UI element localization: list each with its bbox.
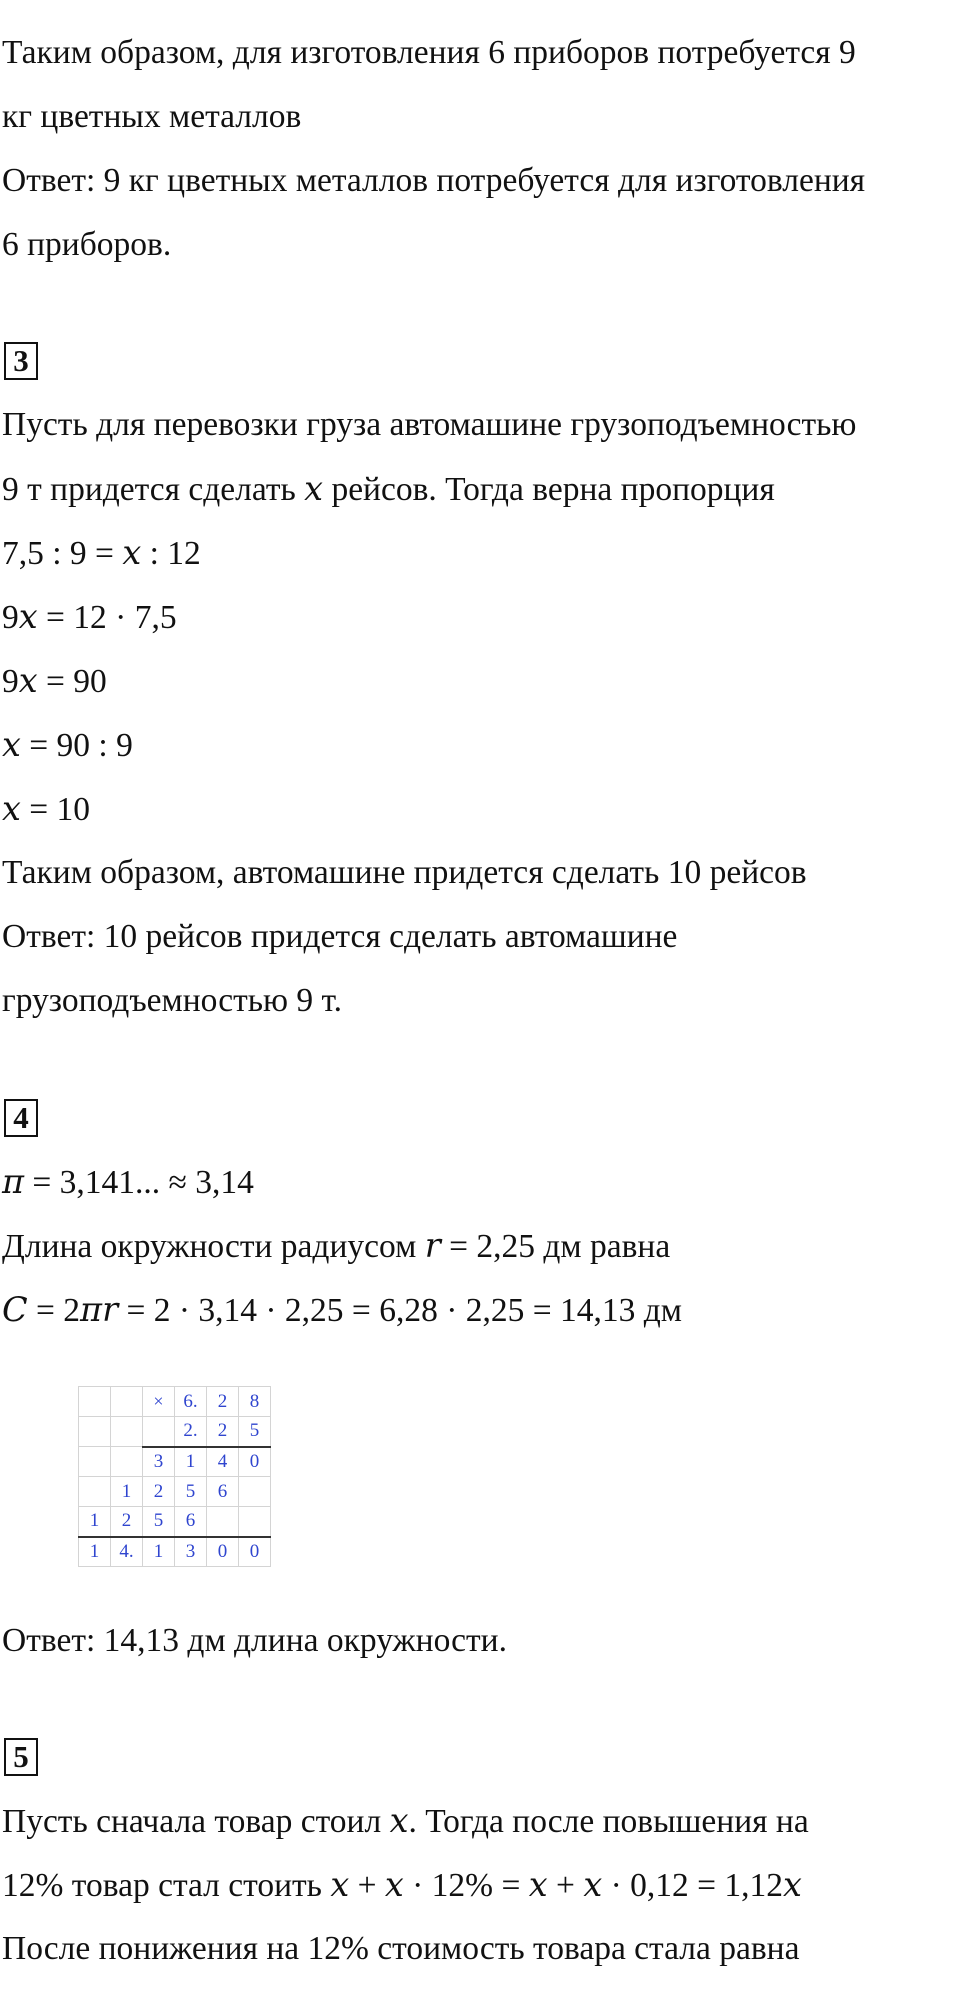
calc-cell: 5 (175, 1477, 207, 1507)
calc-cell: 1 (111, 1477, 143, 1507)
calc-cell: 3 (143, 1447, 175, 1477)
problem-number-4: 4 (4, 1099, 38, 1137)
text-span: = 2 (27, 1292, 81, 1329)
problem-number-3: 3 (4, 342, 38, 380)
text-span: + (547, 1867, 584, 1904)
variable-x: 𝑥 (384, 1865, 404, 1904)
text-line: грузоподъемностью 9 т. (2, 982, 343, 1019)
calc-cell: 2 (143, 1477, 175, 1507)
text-line: Пусть для перевозки груза автомашине грузоподъемностью (2, 406, 857, 443)
text-line: кг цветных металлов (2, 98, 302, 135)
variable-r: 𝑟 (102, 1290, 119, 1329)
calc-cell (239, 1477, 271, 1507)
text-span: рейсов. Тогда верна пропорция (323, 471, 775, 508)
calc-cell: 0 (239, 1537, 271, 1567)
text-span: : 12 (141, 535, 201, 572)
text-span: · 0,12 = 1,12 (602, 1867, 784, 1904)
variable-x: 𝑥 (122, 533, 142, 572)
calc-cell: 1 (143, 1537, 175, 1567)
variable-x: 𝑥 (330, 1865, 350, 1904)
text-span: . Тогда после повышения на (408, 1803, 809, 1840)
text-span: 9 (2, 663, 19, 700)
text-span: 9 т придется сделать (2, 471, 305, 508)
text-span: 9 (2, 599, 19, 636)
calc-cell: 2 (207, 1387, 239, 1417)
pi-symbol: 𝜋 (2, 1162, 25, 1201)
calc-cell: 6. (175, 1387, 207, 1417)
text-span: = 3,141... ≈ 3,14 (24, 1164, 254, 1201)
text-line: Ответ: 10 рейсов придется сделать автомашине (2, 918, 678, 955)
calc-cell: 1 (79, 1537, 111, 1567)
text-line: Ответ: 9 кг цветных металлов потребуется для изготовления (2, 162, 866, 199)
calc-cell: 5 (143, 1507, 175, 1537)
equation-line (2, 1865, 802, 1906)
text-span: = 12 · 7,5 (37, 599, 177, 636)
equation-line (2, 789, 90, 830)
variable-x: 𝑥 (304, 469, 324, 508)
variable-r: 𝑟 (424, 1226, 441, 1265)
calc-cell: 6 (175, 1507, 207, 1537)
equation-line (2, 725, 133, 766)
variable-x: 𝑥 (2, 789, 21, 828)
calc-cell: 2. (175, 1417, 207, 1447)
calc-cell (79, 1417, 111, 1447)
variable-x: 𝑥 (389, 1801, 409, 1840)
calc-cell: 2 (207, 1417, 239, 1447)
calc-cell (207, 1507, 239, 1537)
text-span: = 90 : 9 (20, 727, 133, 764)
text-span: Длина окружности радиусом (2, 1228, 425, 1265)
equation-line (2, 533, 201, 574)
calc-cell (239, 1507, 271, 1537)
variable-x: 𝑥 (18, 661, 38, 700)
calc-cell: 0 (207, 1537, 239, 1567)
problem-number-5: 5 (4, 1738, 38, 1776)
calc-cell: 8 (239, 1387, 271, 1417)
multiply-sign: × (143, 1387, 175, 1417)
text-span: = 90 (37, 663, 107, 700)
calc-cell (79, 1387, 111, 1417)
equation-line (2, 661, 107, 702)
equation-line (2, 597, 177, 638)
text-span: 12% товар стал стоить (2, 1867, 331, 1904)
text-span: = 10 (20, 791, 91, 828)
text-span: + (349, 1867, 385, 1904)
calc-cell: 6 (207, 1477, 239, 1507)
variable-x: 𝑥 (18, 597, 38, 636)
calc-cell (143, 1417, 175, 1447)
multiplication-table (78, 1386, 271, 1567)
text-line: Ответ: 14,13 дм длина окружности. (2, 1622, 507, 1659)
calc-cell: 4. (111, 1537, 143, 1567)
calc-cell (111, 1447, 143, 1477)
calc-cell (79, 1477, 111, 1507)
text-span: = 2 · 3,14 · 2,25 = 6,28 · 2,25 = 14,13 дм (118, 1292, 682, 1329)
text-span: 7,5 : 9 = (2, 535, 123, 572)
equation-line (2, 1162, 254, 1203)
text-line: После понижения на 12% стоимость товара стала равна (2, 1930, 800, 1967)
variable-x: 𝑥 (2, 725, 21, 764)
variable-x: 𝑥 (583, 1865, 603, 1904)
calc-cell: 4 (207, 1447, 239, 1477)
text-line (2, 1801, 809, 1842)
variable-x: 𝑥 (528, 1865, 548, 1904)
calc-cell: 0 (239, 1447, 271, 1477)
text-line (2, 469, 775, 510)
calc-cell: 1 (175, 1447, 207, 1477)
text-line: 6 приборов. (2, 226, 172, 263)
equation-line (2, 1290, 682, 1331)
text-span: Пусть сначала товар стоил (2, 1803, 390, 1840)
pi-symbol: 𝜋 (80, 1290, 103, 1329)
text-span: = 2,25 дм равна (440, 1228, 671, 1265)
text-line: Таким образом, автомашине придется сделать 10 рейсов (2, 854, 807, 891)
calc-cell: 3 (175, 1537, 207, 1567)
text-line: Таким образом, для изготовления 6 приборов потребуется 9 (2, 34, 856, 71)
calc-cell (79, 1447, 111, 1477)
calc-cell: 5 (239, 1417, 271, 1447)
variable-x: 𝑥 (783, 1865, 802, 1904)
calc-cell: 2 (111, 1507, 143, 1537)
text-line (2, 1226, 670, 1267)
calc-cell: 1 (79, 1507, 111, 1537)
calc-cell (111, 1417, 143, 1447)
variable-c: 𝐶 (2, 1290, 28, 1329)
calc-cell (111, 1387, 143, 1417)
text-span: · 12% = (403, 1867, 529, 1904)
